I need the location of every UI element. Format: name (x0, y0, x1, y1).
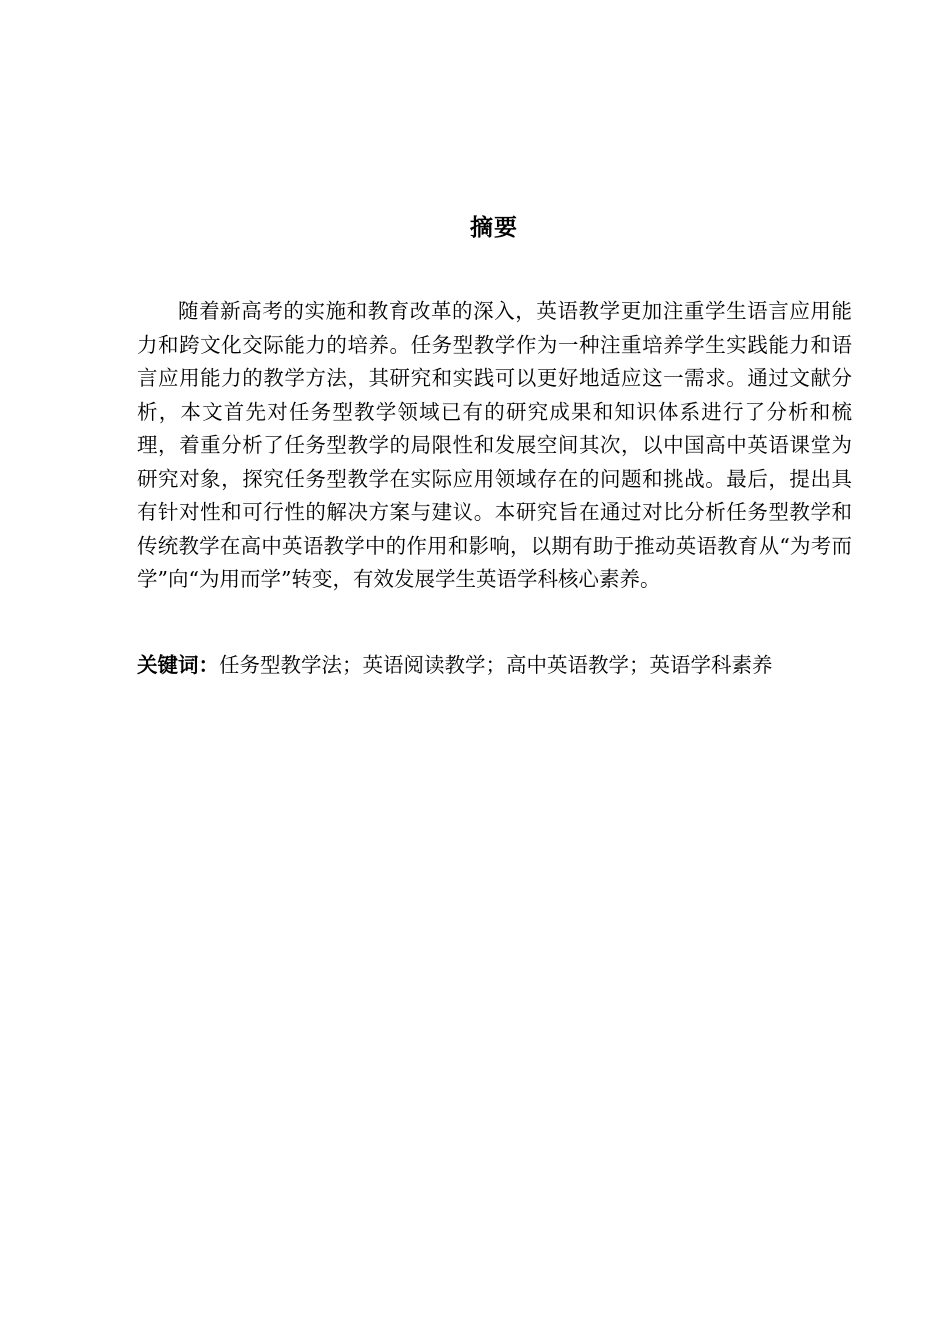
keywords-label: 关键词： (137, 653, 219, 677)
abstract-paragraph: 随着新高考的实施和教育改革的深入，英语教学更加注重学生语言应用能力和跨文化交际能力的培养。任务型教学作为一种注重培养学生实践能力和语言应用能力的教学方法，其研究和实践可以更好地适应这一需求。通过文献分析，本文首先对任务型教学领域已有的研究成果和知识体系进行了分析和梳理，着重分析了任务型教学的局限性和发展空间其次，以中国高中英语课堂为研究对象，探究任务型教学在实际应用领域存在的问题和挑战。最后，提出具有针对性和可行性的解决方案与建议。本研究旨在通过对比分析任务型教学和传统教学在高中英语教学中的作用和影响，以期有助于推动英语教育从“为考而学”向“为用而学”转变，有效发展学生英语学科核心素养。 (137, 299, 852, 591)
keywords-text: 任务型教学法；英语阅读教学；高中英语教学；英语学科素养 (219, 653, 773, 677)
abstract-title: 摘要 (470, 215, 518, 241)
keywords-line (137, 649, 852, 683)
